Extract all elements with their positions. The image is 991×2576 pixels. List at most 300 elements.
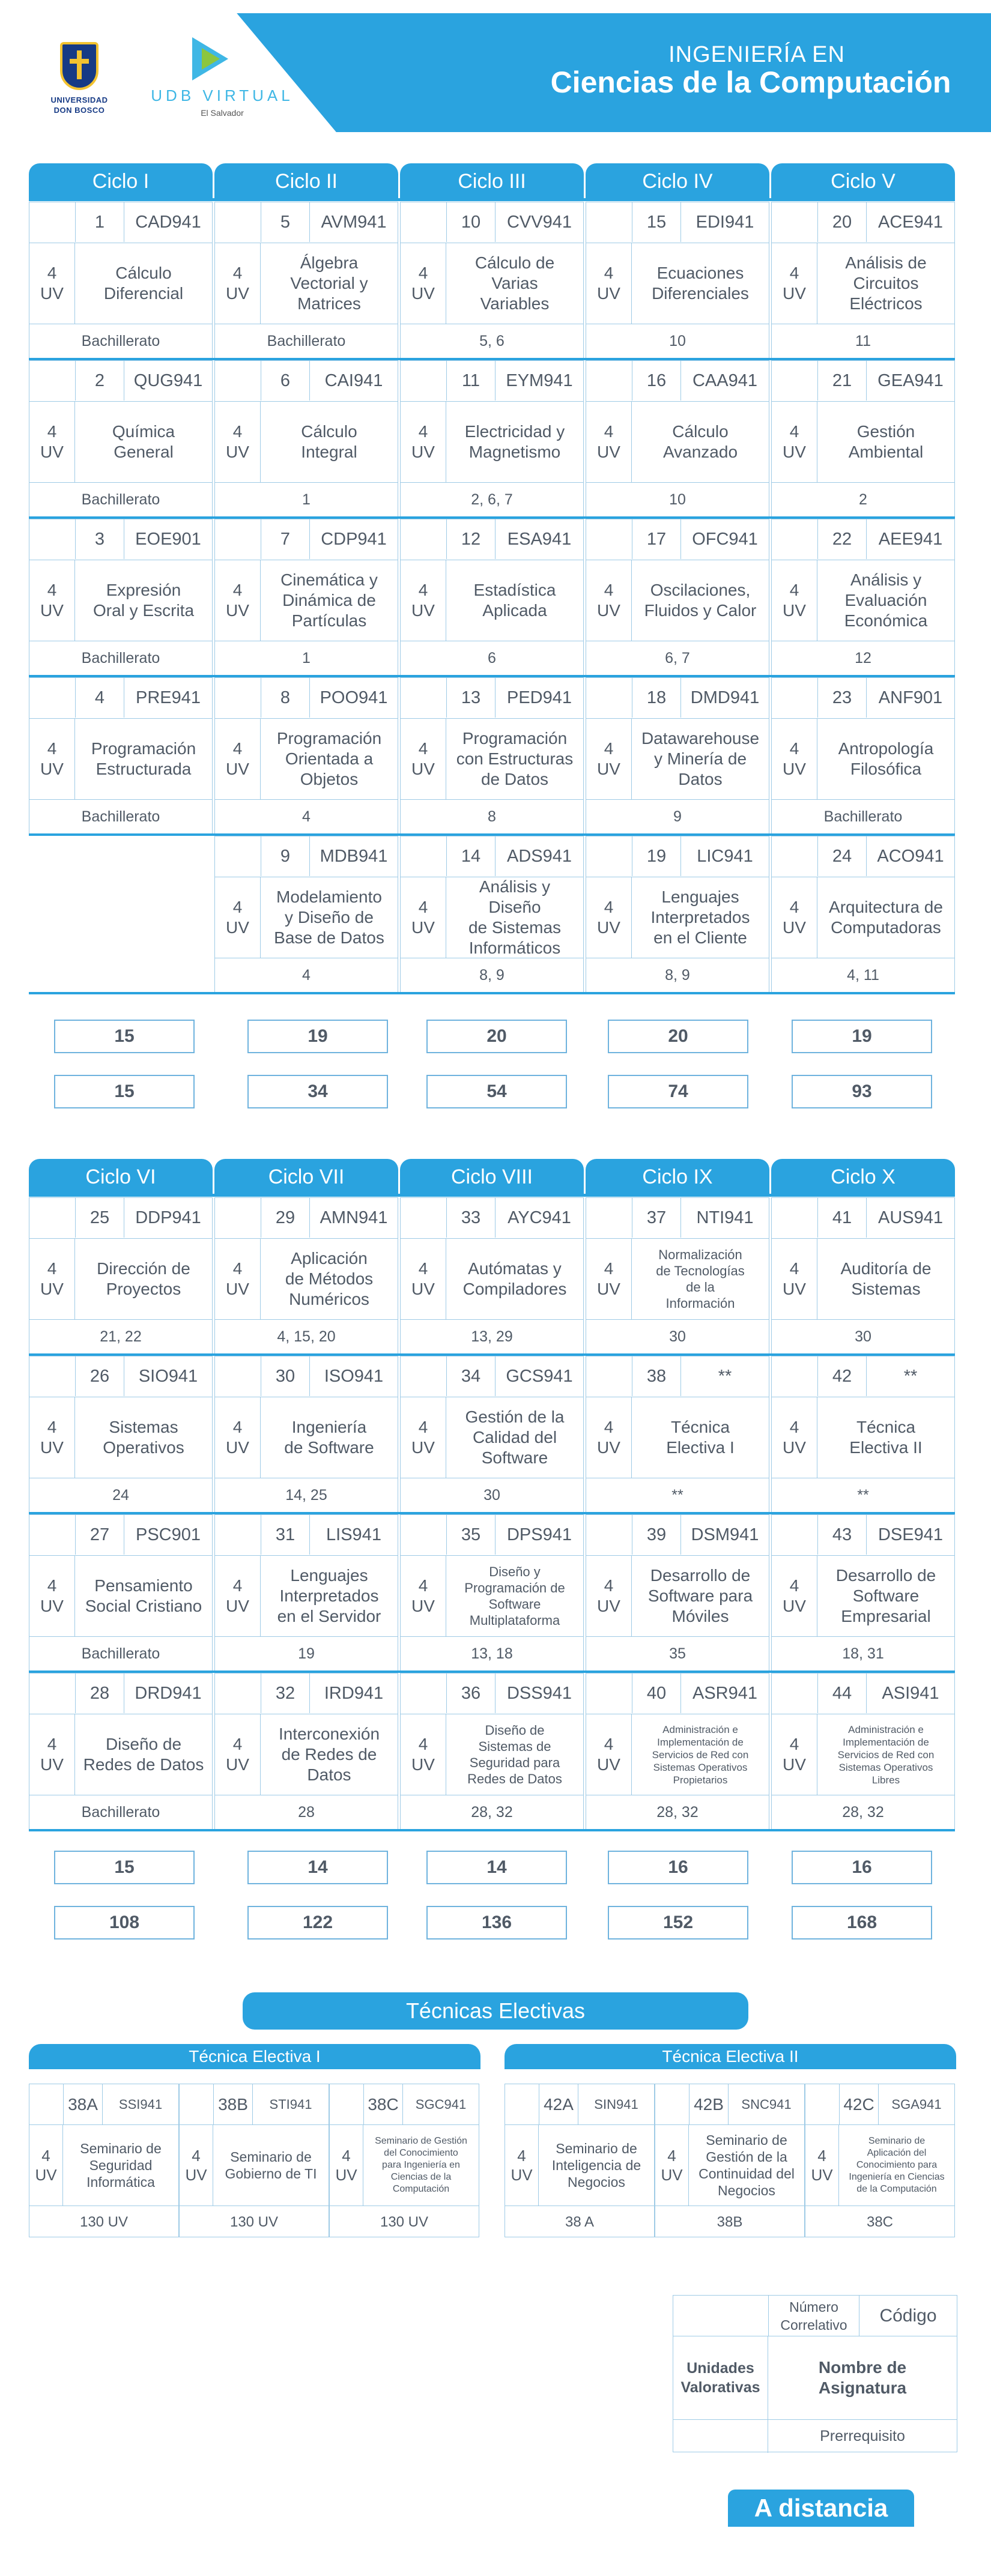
course-name: Análisis y Evaluación Económica bbox=[844, 570, 928, 630]
course-prerequisite: Bachillerato bbox=[29, 482, 212, 517]
course-code: CDP941 bbox=[321, 529, 387, 549]
course-card bbox=[771, 519, 955, 676]
course-name: Álgebra Vectorial y Matrices bbox=[290, 253, 368, 313]
course-number: 6 bbox=[261, 361, 310, 401]
course-card bbox=[29, 202, 213, 359]
course-name: Gestión de la Calidad del Software bbox=[465, 1407, 565, 1467]
elective-corner bbox=[330, 2084, 363, 2125]
course-code: PED941 bbox=[506, 688, 572, 707]
udb-virtual-logo bbox=[144, 37, 300, 127]
elective-corner bbox=[505, 2084, 539, 2125]
course-header-row bbox=[586, 519, 769, 560]
course-code: DSS941 bbox=[506, 1683, 572, 1703]
course-name: Modelamiento y Diseño de Base de Datos bbox=[274, 887, 384, 947]
electives-title: Técnicas Electivas bbox=[243, 1992, 748, 2030]
course-uv: 4 UV bbox=[401, 1239, 446, 1319]
course-code: DDP941 bbox=[135, 1208, 201, 1227]
course-header-row bbox=[29, 361, 212, 402]
course-header-row bbox=[772, 202, 954, 243]
course-uv: 4 UV bbox=[29, 1556, 75, 1636]
course-number: 27 bbox=[75, 1515, 124, 1555]
course-code: ESA941 bbox=[507, 529, 572, 549]
elective-prerequisite: 38 A bbox=[505, 2206, 654, 2238]
study-mode-badge: A distancia bbox=[728, 2490, 914, 2527]
course-header-row bbox=[29, 1198, 212, 1239]
course-number: 12 bbox=[446, 519, 496, 559]
course-header-row bbox=[29, 519, 212, 560]
course-number: 23 bbox=[817, 678, 867, 718]
course-prerequisite: 18, 31 bbox=[772, 1636, 954, 1671]
course-card bbox=[400, 519, 584, 676]
course-uv: 4 UV bbox=[215, 1714, 261, 1795]
course-code: ISO941 bbox=[324, 1366, 384, 1386]
course-code: DSE941 bbox=[877, 1525, 943, 1544]
course-header-row bbox=[29, 1356, 212, 1397]
elective-code: SGA941 bbox=[879, 2084, 954, 2125]
course-card bbox=[214, 519, 398, 676]
cycle-uv-total: 19 bbox=[792, 1020, 932, 1053]
course-number: 15 bbox=[632, 202, 681, 242]
course-prerequisite: 30 bbox=[586, 1319, 769, 1354]
course-card bbox=[586, 202, 769, 359]
course-name: Química General bbox=[112, 422, 175, 461]
course-name: Autómatas y Compiladores bbox=[462, 1259, 567, 1298]
course-prerequisite: 1 bbox=[215, 641, 398, 676]
cycle-header: Ciclo X bbox=[771, 1159, 955, 1195]
course-prerequisite: 10 bbox=[586, 324, 769, 358]
course-prerequisite: 28, 32 bbox=[401, 1795, 583, 1830]
legend-numero: Número Correlativo bbox=[768, 2296, 859, 2336]
course-card bbox=[586, 1514, 769, 1672]
course-code: GCS941 bbox=[506, 1366, 573, 1386]
course-header-row bbox=[215, 519, 398, 560]
course-header-row bbox=[215, 1198, 398, 1239]
course-header-row bbox=[401, 1673, 583, 1714]
elective-name: Seminario de Gestión de la Continuidad del Negocios bbox=[699, 2132, 795, 2198]
elective-number: 42A bbox=[539, 2084, 578, 2125]
course-number: 21 bbox=[817, 361, 867, 401]
course-card bbox=[586, 1197, 769, 1355]
course-number: 16 bbox=[632, 361, 681, 401]
course-card bbox=[214, 1197, 398, 1355]
course-code: LIC941 bbox=[697, 846, 753, 866]
cycle-header: Ciclo VIII bbox=[400, 1159, 584, 1195]
course-prerequisite: 10 bbox=[586, 482, 769, 517]
course-uv: 4 UV bbox=[772, 560, 817, 641]
course-name: Antropología Filosófica bbox=[838, 739, 934, 778]
course-prerequisite: 30 bbox=[772, 1319, 954, 1354]
course-header-row bbox=[215, 1356, 398, 1397]
course-number: 11 bbox=[446, 361, 496, 401]
course-header-row bbox=[586, 361, 769, 402]
cycle-uv-total: 15 bbox=[54, 1020, 195, 1053]
course-header-row bbox=[215, 836, 398, 877]
course-header-row bbox=[401, 836, 583, 877]
course-card bbox=[400, 836, 584, 993]
course-code: AMN941 bbox=[320, 1208, 388, 1227]
course-code: AYC941 bbox=[508, 1208, 571, 1227]
cycle-uv-total: 14 bbox=[426, 1851, 567, 1884]
cycle-uv-total: 19 bbox=[247, 1020, 388, 1053]
course-number: 5 bbox=[261, 202, 310, 242]
course-prerequisite: Bachillerato bbox=[772, 799, 954, 834]
program-title-line2: Ciencias de la Computación bbox=[550, 65, 951, 99]
course-number: 44 bbox=[817, 1673, 867, 1713]
course-uv: 4 UV bbox=[401, 877, 446, 958]
course-name: Desarrollo de Software para Móviles bbox=[647, 1566, 753, 1625]
course-header-row bbox=[772, 1198, 954, 1239]
course-card bbox=[400, 360, 584, 518]
course-name: Estadística Aplicada bbox=[473, 581, 556, 620]
elective-prerequisite: 130 UV bbox=[180, 2206, 329, 2238]
elective-code: STI941 bbox=[253, 2084, 329, 2125]
course-code: IRD941 bbox=[324, 1683, 384, 1703]
course-code: DSM941 bbox=[691, 1525, 759, 1544]
elective-uv: 4 UV bbox=[505, 2125, 539, 2206]
cycle-separator bbox=[29, 1194, 955, 1197]
course-uv: 4 UV bbox=[586, 560, 632, 641]
cumulative-uv-total: 74 bbox=[608, 1075, 748, 1108]
virtual-country: El Salvador bbox=[201, 108, 244, 118]
elective-corner bbox=[655, 2084, 689, 2125]
course-prerequisite: 2 bbox=[772, 482, 954, 517]
course-name: Programación Estructurada bbox=[91, 739, 196, 778]
course-uv: 4 UV bbox=[29, 1714, 75, 1795]
course-number: 33 bbox=[446, 1198, 496, 1238]
course-card bbox=[586, 1356, 769, 1513]
course-uv: 4 UV bbox=[401, 560, 446, 641]
course-card bbox=[29, 1356, 213, 1513]
course-header-row bbox=[215, 361, 398, 402]
course-name: Expresión Oral y Escrita bbox=[92, 581, 195, 620]
course-card bbox=[214, 1356, 398, 1513]
course-code: CAA941 bbox=[692, 370, 757, 390]
course-code: CAD941 bbox=[135, 212, 201, 232]
course-uv: 4 UV bbox=[586, 1556, 632, 1636]
course-card bbox=[29, 360, 213, 518]
course-uv: 4 UV bbox=[772, 402, 817, 482]
course-name: Interconexión de Redes de Datos bbox=[278, 1725, 380, 1784]
course-card bbox=[29, 1514, 213, 1672]
course-name: Ingeniería de Software bbox=[284, 1418, 374, 1457]
course-prerequisite: 4, 15, 20 bbox=[215, 1319, 398, 1354]
cumulative-uv-total: 108 bbox=[54, 1906, 195, 1940]
cycle-header: Ciclo IV bbox=[586, 163, 769, 199]
course-prerequisite: Bachillerato bbox=[215, 324, 398, 358]
course-code: ACE941 bbox=[877, 212, 943, 232]
elective-name: Seminario de Seguridad Informática bbox=[80, 2141, 162, 2190]
course-prerequisite: 6 bbox=[401, 641, 583, 676]
course-header-row bbox=[215, 1673, 398, 1714]
course-name: Análisis de Circuitos Eléctricos bbox=[845, 253, 927, 313]
course-name: Administración e Implementación de Servicios de Red con Sistemas Operativos Libres bbox=[837, 1723, 935, 1786]
course-prerequisite: 5, 6 bbox=[401, 324, 583, 358]
course-uv: 4 UV bbox=[772, 243, 817, 324]
course-code: AVM941 bbox=[321, 212, 387, 232]
course-prerequisite: 4, 11 bbox=[772, 958, 954, 993]
course-prerequisite: ** bbox=[586, 1478, 769, 1513]
course-number: 18 bbox=[632, 678, 681, 718]
elective-card bbox=[329, 2084, 479, 2237]
course-header-row bbox=[215, 678, 398, 719]
cumulative-uv-total: 122 bbox=[247, 1906, 388, 1940]
course-prerequisite: 13, 18 bbox=[401, 1636, 583, 1671]
course-number: 3 bbox=[75, 519, 124, 559]
elective-uv: 4 UV bbox=[29, 2125, 63, 2206]
course-card bbox=[214, 677, 398, 835]
course-prerequisite: 8, 9 bbox=[586, 958, 769, 993]
cycle-header: Ciclo I bbox=[29, 163, 213, 199]
course-number: 30 bbox=[261, 1356, 310, 1396]
course-uv: 4 UV bbox=[215, 877, 261, 958]
elective-corner bbox=[180, 2084, 213, 2125]
course-name: Ecuaciones Diferenciales bbox=[652, 264, 749, 303]
course-name: Normalización de Tecnologías de la Información bbox=[656, 1247, 745, 1311]
cycle-uv-total: 20 bbox=[426, 1020, 567, 1053]
cumulative-uv-total: 168 bbox=[792, 1906, 932, 1940]
course-number: 43 bbox=[817, 1515, 867, 1555]
course-card bbox=[771, 1514, 955, 1672]
elective-uv: 4 UV bbox=[180, 2125, 213, 2206]
course-number: 31 bbox=[261, 1515, 310, 1555]
course-uv: 4 UV bbox=[215, 402, 261, 482]
row-separator bbox=[29, 1829, 955, 1831]
row-separator bbox=[29, 992, 955, 994]
course-uv: 4 UV bbox=[586, 1714, 632, 1795]
course-card bbox=[771, 202, 955, 359]
course-number: 28 bbox=[75, 1673, 124, 1713]
elective-number: 38A bbox=[63, 2084, 103, 2125]
course-code: ACO941 bbox=[877, 846, 944, 866]
course-uv: 4 UV bbox=[29, 560, 75, 641]
course-prerequisite: 1 bbox=[215, 482, 398, 517]
course-header-row bbox=[401, 1198, 583, 1239]
course-card bbox=[29, 519, 213, 676]
course-uv: 4 UV bbox=[401, 1714, 446, 1795]
course-header-row bbox=[772, 1673, 954, 1714]
course-code: EDI941 bbox=[696, 212, 754, 232]
course-prerequisite: 8 bbox=[401, 799, 583, 834]
course-card bbox=[771, 1197, 955, 1355]
course-header-row bbox=[29, 1673, 212, 1714]
course-name: Oscilaciones, Fluidos y Calor bbox=[644, 581, 757, 620]
course-card bbox=[586, 677, 769, 835]
course-card bbox=[400, 1197, 584, 1355]
course-header-row bbox=[772, 1515, 954, 1556]
course-uv: 4 UV bbox=[772, 1239, 817, 1319]
cumulative-uv-total: 136 bbox=[426, 1906, 567, 1940]
course-header-row bbox=[772, 678, 954, 719]
elective-prerequisite: 130 UV bbox=[29, 2206, 178, 2238]
course-name: Programación con Estructuras de Datos bbox=[456, 729, 574, 788]
course-uv: 4 UV bbox=[401, 719, 446, 799]
course-card bbox=[586, 519, 769, 676]
course-number: 8 bbox=[261, 678, 310, 718]
elective-corner bbox=[805, 2084, 839, 2125]
course-number: 32 bbox=[261, 1673, 310, 1713]
course-code: ANF901 bbox=[878, 688, 943, 707]
course-prerequisite: Bachillerato bbox=[29, 1636, 212, 1671]
legend-prerrequisito: Prerrequisito bbox=[768, 2419, 957, 2453]
legend-corner-bottom bbox=[673, 2419, 768, 2453]
course-uv: 4 UV bbox=[215, 719, 261, 799]
course-uv: 4 UV bbox=[29, 719, 75, 799]
course-number: 20 bbox=[817, 202, 867, 242]
course-name: Cálculo de Varias Variables bbox=[474, 253, 555, 313]
course-prerequisite: 30 bbox=[401, 1478, 583, 1513]
course-name: Administración e Implementación de Servicios de Red con Sistemas Operativos Propietarios bbox=[652, 1723, 749, 1786]
cycle-header: Ciclo III bbox=[400, 163, 584, 199]
course-code: CAI941 bbox=[324, 370, 383, 390]
course-uv: 4 UV bbox=[772, 1397, 817, 1478]
course-header-row bbox=[586, 836, 769, 877]
course-uv: 4 UV bbox=[586, 719, 632, 799]
course-code: SIO941 bbox=[138, 1366, 198, 1386]
cumulative-uv-total: 15 bbox=[54, 1075, 195, 1108]
course-header-row bbox=[586, 678, 769, 719]
elective-prerequisite: 38C bbox=[805, 2206, 954, 2238]
course-prerequisite: 19 bbox=[215, 1636, 398, 1671]
course-code: DPS941 bbox=[506, 1525, 572, 1544]
course-number: 17 bbox=[632, 519, 681, 559]
course-header-row bbox=[586, 1515, 769, 1556]
course-name: Cinemática y Dinámica de Partículas bbox=[280, 570, 378, 630]
elective-code: SIN941 bbox=[578, 2084, 654, 2125]
course-code: DRD941 bbox=[135, 1683, 202, 1703]
course-uv: 4 UV bbox=[29, 243, 75, 324]
course-prerequisite: ** bbox=[772, 1478, 954, 1513]
elective-name: Seminario de Inteligencia de Negocios bbox=[551, 2141, 641, 2190]
course-card bbox=[29, 1197, 213, 1355]
cycle-separator bbox=[29, 198, 955, 201]
course-code: EOE901 bbox=[135, 529, 201, 549]
course-number: 34 bbox=[446, 1356, 496, 1396]
course-prerequisite: 9 bbox=[586, 799, 769, 834]
cycle-uv-total: 14 bbox=[247, 1851, 388, 1884]
elective-prerequisite: 130 UV bbox=[330, 2206, 479, 2238]
course-number: 40 bbox=[632, 1673, 681, 1713]
elective-uv: 4 UV bbox=[655, 2125, 689, 2206]
course-card bbox=[214, 1514, 398, 1672]
course-number: 42 bbox=[817, 1356, 867, 1396]
course-header-row bbox=[215, 1515, 398, 1556]
course-number: 2 bbox=[75, 361, 124, 401]
elective-card bbox=[505, 2084, 655, 2237]
course-number: 26 bbox=[75, 1356, 124, 1396]
elective-name: Seminario de Gestión del Conocimiento para Ingeniería en Ciencias de la Computación bbox=[375, 2136, 467, 2194]
elective-card bbox=[655, 2084, 805, 2237]
course-header-row bbox=[586, 1356, 769, 1397]
course-name: Gestión Ambiental bbox=[848, 422, 924, 461]
course-uv: 4 UV bbox=[586, 877, 632, 958]
elective-card bbox=[29, 2084, 179, 2237]
course-prerequisite: 24 bbox=[29, 1478, 212, 1513]
course-card bbox=[400, 1673, 584, 1830]
course-header-row bbox=[401, 519, 583, 560]
course-name: Aplicación de Métodos Numéricos bbox=[285, 1249, 374, 1308]
course-number: 29 bbox=[261, 1198, 310, 1238]
course-header-row bbox=[586, 202, 769, 243]
course-prerequisite: Bachillerato bbox=[29, 641, 212, 676]
course-name: Electricidad y Magnetismo bbox=[464, 422, 565, 461]
course-card bbox=[400, 677, 584, 835]
course-prerequisite: 8, 9 bbox=[401, 958, 583, 993]
course-uv: 4 UV bbox=[586, 243, 632, 324]
course-prerequisite: 4 bbox=[215, 958, 398, 993]
course-number: 19 bbox=[632, 836, 681, 876]
course-code: ASR941 bbox=[692, 1683, 757, 1703]
legend-corner bbox=[673, 2296, 768, 2336]
course-name: Lenguajes Interpretados en el Servidor bbox=[277, 1566, 381, 1625]
course-uv: 4 UV bbox=[29, 402, 75, 482]
course-card bbox=[214, 360, 398, 518]
elective-code: SGC941 bbox=[403, 2084, 479, 2125]
cycle-uv-total: 20 bbox=[608, 1020, 748, 1053]
cumulative-uv-total: 93 bbox=[792, 1075, 932, 1108]
course-uv: 4 UV bbox=[215, 1397, 261, 1478]
cumulative-uv-total: 152 bbox=[608, 1906, 748, 1940]
course-card bbox=[400, 1356, 584, 1513]
course-header-row bbox=[586, 1673, 769, 1714]
course-card bbox=[771, 1356, 955, 1513]
cycle-header: Ciclo II bbox=[214, 163, 398, 199]
cycle-header: Ciclo IX bbox=[586, 1159, 769, 1195]
course-code: QUG941 bbox=[133, 370, 203, 390]
course-prerequisite: Bachillerato bbox=[29, 324, 212, 358]
course-prerequisite: 28, 32 bbox=[772, 1795, 954, 1830]
course-header-row bbox=[401, 361, 583, 402]
course-uv: 4 UV bbox=[215, 243, 261, 324]
course-number: 7 bbox=[261, 519, 310, 559]
course-code: ** bbox=[903, 1366, 918, 1386]
cycle-uv-total: 15 bbox=[54, 1851, 195, 1884]
course-number: 24 bbox=[817, 836, 867, 876]
course-name: Datawarehouse y Minería de Datos bbox=[641, 729, 760, 788]
course-uv: 4 UV bbox=[401, 243, 446, 324]
elective-prerequisite: 38B bbox=[655, 2206, 804, 2238]
elective-number: 42C bbox=[839, 2084, 879, 2125]
virtual-brand: UDB VIRTUAL bbox=[151, 86, 294, 104]
course-uv: 4 UV bbox=[586, 1239, 632, 1319]
course-uv: 4 UV bbox=[29, 1239, 75, 1319]
course-code: DMD941 bbox=[690, 688, 760, 707]
elective-card bbox=[179, 2084, 329, 2237]
cumulative-uv-total: 34 bbox=[247, 1075, 388, 1108]
course-prerequisite: 2, 6, 7 bbox=[401, 482, 583, 517]
course-uv: 4 UV bbox=[772, 719, 817, 799]
course-uv: 4 UV bbox=[215, 1556, 261, 1636]
course-code: LIS941 bbox=[326, 1525, 381, 1544]
course-uv: 4 UV bbox=[586, 402, 632, 482]
legend bbox=[673, 2295, 957, 2452]
course-number: 14 bbox=[446, 836, 496, 876]
course-code: ASI941 bbox=[882, 1683, 939, 1703]
course-prerequisite: 12 bbox=[772, 641, 954, 676]
university-shield-icon bbox=[60, 42, 98, 90]
course-number: 36 bbox=[446, 1673, 496, 1713]
course-number: 39 bbox=[632, 1515, 681, 1555]
legend-nombre: Nombre de Asignatura bbox=[818, 2358, 907, 2397]
elective-code: SSI941 bbox=[103, 2084, 178, 2125]
cumulative-uv-total: 54 bbox=[426, 1075, 567, 1108]
course-name: Arquitectura de Computadoras bbox=[829, 898, 943, 937]
course-card bbox=[771, 1673, 955, 1830]
course-number: 9 bbox=[261, 836, 310, 876]
course-code: AEE941 bbox=[878, 529, 943, 549]
course-prerequisite: Bachillerato bbox=[29, 799, 212, 834]
course-uv: 4 UV bbox=[586, 1397, 632, 1478]
cycle-uv-total: 16 bbox=[608, 1851, 748, 1884]
